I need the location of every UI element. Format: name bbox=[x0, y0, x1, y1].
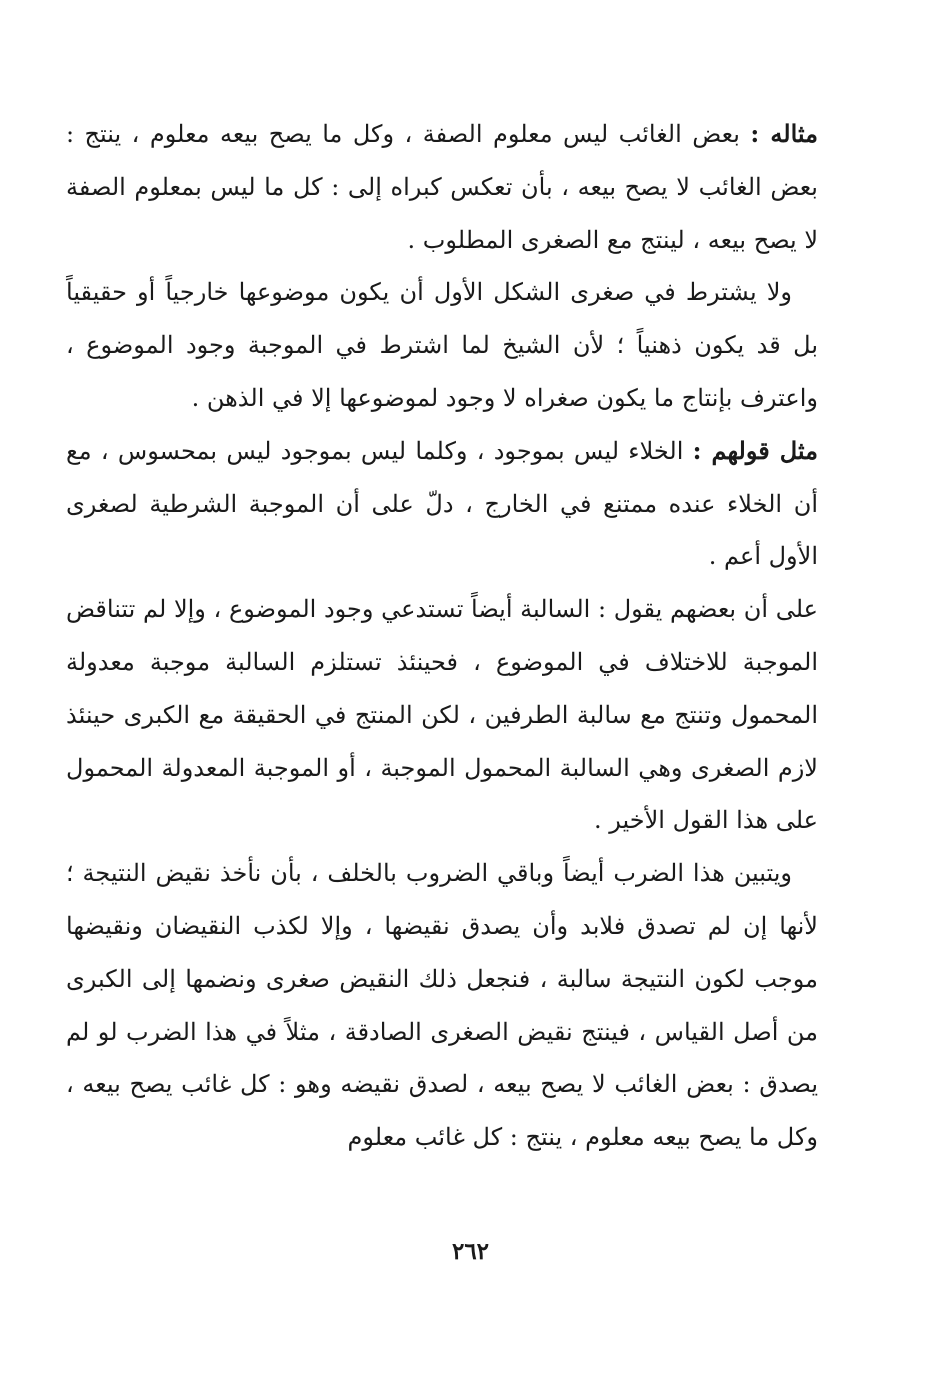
paragraph-reductio bbox=[66, 847, 818, 1164]
paragraph-text: ويتبين هذا الضرب أيضاً وباقي الضروب بالخلف ، بأن نأخذ نقيض النتيجة ؛ لأنها إن لم تصدق فلابد وأن يصدق نقيضها ، وإلا لكذب النقيضان ونقيضها موجب لكون النتيجة سالبة ، فنجعل ذلك النقيض صغرى ونضمها إلى الكبرى من أصل القياس ، فينتج نقيض الصغرى الصادقة ، مثلاً في هذا الضرب لو لم يصدق : بعض الغائب لا يصح بيعه ، لصدق نقيضه وهو : كل غائب يصح بيعه ، وكل ما يصح بيعه معلوم ، ينتج : كل غائب معلوم bbox=[66, 859, 818, 1152]
page-number: ٢٦٢ bbox=[451, 1238, 490, 1265]
paragraph-text: بعض الغائب ليس معلوم الصفة ، وكل ما يصح بيعه معلوم ، ينتج : بعض الغائب لا يصح بيعه ، بأن تعكس كبراه إلى : كل ما ليس بمعلوم الصفة لا يصح بيعه ، لينتج مع الصغرى المطلوب . bbox=[66, 120, 818, 254]
paragraph-text: الخلاء ليس بموجود ، وكلما ليس بموجود ليس بمحسوس ، مع أن الخلاء عنده ممتنع في الخارج ، دلّ على أن الموجبة الشرطية لصغرى الأول أعم . bbox=[66, 436, 818, 571]
paragraph-text: ولا يشترط في صغرى الشكل الأول أن يكون موضوعها خارجياً أو حقيقياً بل قد يكون ذهنياً ؛ لأن الشيخ لما اشترط في الموجبة وجود الموضوع ، واعترف بإنتاج ما يكون صغراه لا وجود لموضوعها إلا في الذهن . bbox=[66, 278, 818, 412]
paragraph-example-1 bbox=[66, 108, 818, 266]
paragraph-negative-claim bbox=[66, 583, 818, 847]
page-body-text bbox=[66, 108, 818, 1164]
paragraph-example-2 bbox=[66, 425, 818, 583]
paragraph-text: على أن بعضهم يقول : السالبة أيضاً تستدعي وجود الموضوع ، وإلا لم تتناقض الموجبة للاختلاف في الموضوع ، فحينئذ تستلزم السالبة موجبة معدولة المحمول وتنتج مع سالبة الطرفين ، لكن المنتج في الحقيقة مع الكبرى حينئذ لازم الصغرى وهي السالبة المحمول الموجبة ، أو الموجبة المعدولة المحمول على هذا القول الأخير . bbox=[66, 595, 818, 835]
paragraph-lead: مثل قولهم : bbox=[692, 435, 819, 465]
paragraph-lead: مثاله : bbox=[750, 119, 818, 148]
paragraph-condition bbox=[66, 266, 818, 424]
